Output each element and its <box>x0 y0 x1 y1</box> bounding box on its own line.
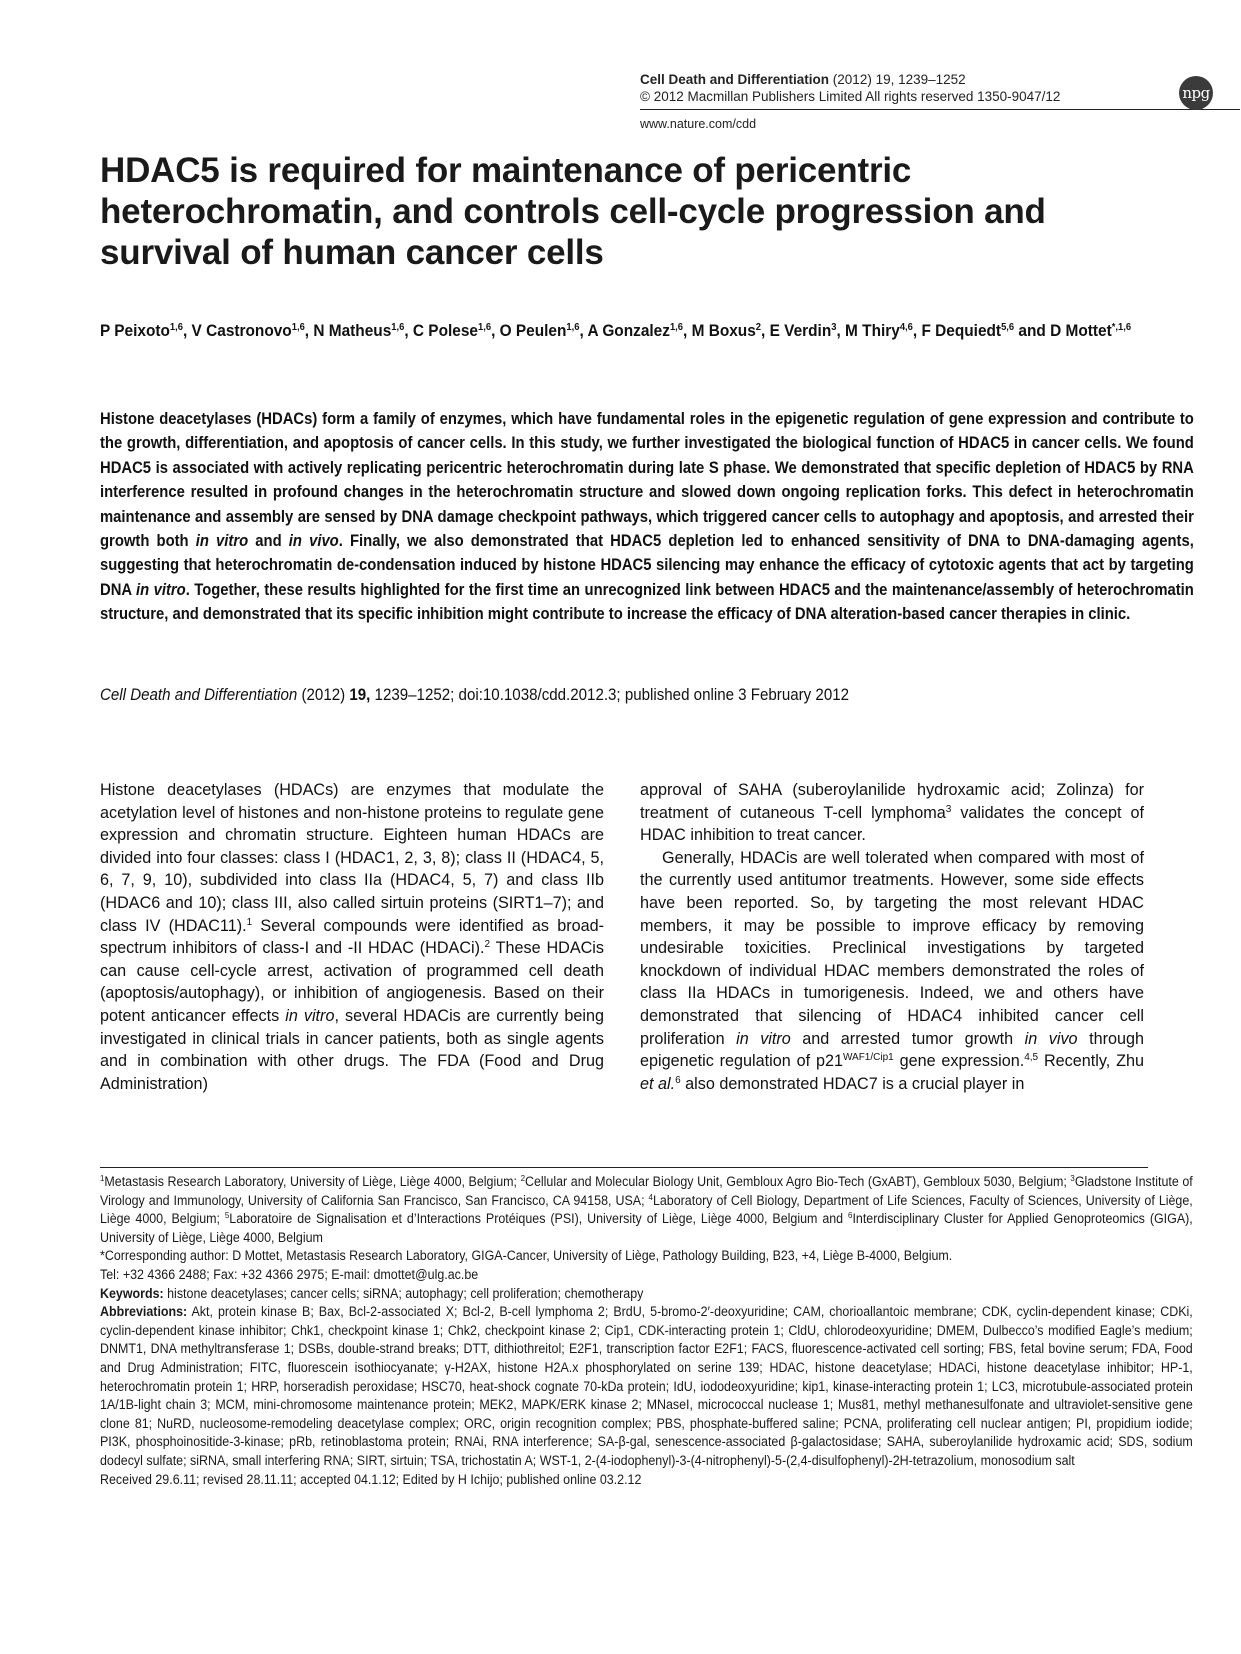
footnote-rule <box>100 1167 1148 1168</box>
paragraph: Histone deacetylases (HDACs) are enzymes that modulate the acetylation level of histones and non-histone proteins to regulate gene expression and chromatin structure. Eighteen human HDACs are divided into four classes: class I (HDAC1, 2, 3, 8); class II (HDAC4, 5, 6, 7, 9, 10), subdivided into class IIa (HDAC4, 5, 7) and class IIb (HDAC6 and 10); class III, also called sirtuin proteins (SIRT1–7); and class IV (HDAC11).$^1$ Several compounds were identified as broad-spectrum inhibitors of class-I and -II HDAC (HDACi).$^2$ These HDACis can cause cell-cycle arrest, activation of programmed cell death (apoptosis/autophagy), or inhibition of angiogenesis. Based on their potent anticancer effects in vitro, several HDACis are currently being investigated in clinical trials in cancer patients, both as single agents and in combination with other drugs. The FDA (Food and Drug Administration) <box>100 781 604 1093</box>
author-affiliation: 1,6 <box>169 322 183 333</box>
author-name: N Matheus <box>313 322 392 340</box>
author-affiliation: 1,6 <box>669 322 684 333</box>
affiliation-number: 5 <box>224 1210 230 1221</box>
author-list: P Peixoto$^{1,6}$, V Castronovo$^{1,6}$, N Matheus$^{1,6}$, C Polese$^{1,6}$, O Peulen$^{1,6}$, A Gonzalez$^{1,6}$, M Boxus$^2$, E Verdin$^3$, M Thiry$^{4,6}$, F Dequiedt$^{5,6}$ and D Mottet$^{*,1,6}$ <box>100 322 1132 340</box>
journal-volume: (2012) 19, <box>832 72 895 87</box>
author-affiliation: 1,6 <box>291 322 305 333</box>
reference-link[interactable]: 2 <box>484 939 491 951</box>
reference-link[interactable]: 4,5 <box>1024 1052 1039 1064</box>
affiliations <box>100 1173 1193 1247</box>
author-name: V Castronovo <box>191 322 292 340</box>
corresponding-author: *Corresponding author: D Mottet, Metastasis Research Laboratory, GIGA-Cancer, University of Liège, Pathology Building, B23, +4, Liège B-4000, Belgium. <box>100 1248 953 1264</box>
author-name: P Peixoto <box>100 322 170 340</box>
journal-url[interactable]: www.nature.com/cdd <box>640 117 757 131</box>
reference-link[interactable]: 6 <box>675 1074 681 1086</box>
npg-logo: npg <box>1179 76 1213 110</box>
affiliation-text: Laboratoire de Signalisation et d’Interactions Protéiques (PSI), University of Liège, Liège 4000, Belgium and <box>229 1211 849 1227</box>
affiliation-text: Interdisciplinary Cluster for Applied Genoproteomics (GIGA), University of Liège, Liège 4000, Belgium <box>100 1211 1193 1245</box>
affiliation-text: Gladstone Institute of Virology and Immunology, University of California San Francisco, San Francisco, CA 94158, USA; <box>100 1174 1193 1208</box>
footnotes <box>100 1173 1193 1489</box>
author-affiliation: 4,6 <box>899 322 913 333</box>
author-affiliation: 1,6 <box>477 322 492 333</box>
author-name: M Boxus <box>691 322 756 340</box>
author-name: E Verdin <box>769 322 832 340</box>
body-column-right <box>640 779 1144 1095</box>
author-name: D Mottet <box>1050 322 1112 340</box>
reference-link[interactable]: 3 <box>945 803 952 815</box>
abbreviations: Abbreviations: Akt, protein kinase B; Bax, Bcl-2-associated X; Bcl-2, B-cell lymphoma 2; BrdU, 5-bromo-2′-deoxyuridine; CAM, chorioallantoic membrane; CDK, cyclin-dependent kinase; CDKi, cyclin-dependent kinase inhibitor; Chk1, checkpoint kinase 1; Chk2, checkpoint kinase 2; Cip1, CDK-interacting protein 1; CldU, chlorodeoxyuridine; DMEM, Dulbecco’s modified Eagle’s medium; DNMT1, DNA methyltransferase 1; DSBs, double-strand breaks; DTT, dithiothreitol; E2F1, transcription factor E2F1; FACS, fluorescence-activated cell sorting; FBS, fetal bovine serum; FDA, Food and Drug Administration; FITC, fluorescein isothiocyanate; γ-H2AX, histone H2A.x phosphorylated on serine 139; HDAC, histone deacetylase; HDACi, histone deacetylase inhibitor; HP-1, heterochromatin protein 1; HRP, horseradish peroxidase; HSC70, heat-shock cognate 70-kDa protein; IdU, iododeoxyuridine; kip1, kinase-interacting protein 1; LC3, microtubule-associated protein 1A/1B-light chain 3; MCM, mini-chromosome maintenance protein; MEK2, MAPK/ERK kinase 2; MNaseI, micrococcal nuclease 1; Mus81, methyl methanesulfonate and ultraviolet-sensitive gene clone 81; NuRD, nucleosome-remodeling deacetylase complex; ORC, origin recognition complex; PBS, phosphate-buffered saline; PCNA, proliferating cell nuclear antigen; PI, propidium iodide; PI3K, phosphoinositide-3-kinase; pRb, retinoblastoma protein; RNAi, RNA interference; SA-β-gal, senescence-associated β-galactosidase; SAHA, suberoylanilide hydroxamic acid; SDS, sodium dodecyl sulfate; siRNA, small interfering RNA; SIRT, sirtuin; TSA, trichostatin A; WST-1, 2-(4-iodophenyl)-3-(4-nitrophenyl)-5-(2,4-disulfophenyl)-2H-tetrazolium, monosodium salt <box>100 1304 1193 1468</box>
journal-header <box>640 72 966 88</box>
paragraph: Generally, HDACis are well tolerated when compared with most of the currently used antitumor treatments. However, some side effects have been reported. So, by targeting the most relevant HDAC members, it may be possible to improve efficacy by removing undesirable toxicities. Preclinical investigations by targeted knockdown of individual HDAC members demonstrated the roles of class IIa HDACs in tumorigenesis. Indeed, we and others have demonstrated that silencing of HDAC4 inhibited cancer cell proliferation in vitro and arrested tumor growth in vivo through epigenetic regulation of $p21^{WAF1/Cip1}$ gene expression.$^{4,5}$ Recently, Zhu et al.$^6$ also demonstrated HDAC7 is a crucial player in <box>640 848 1144 1093</box>
abstract: Histone deacetylases (HDACs) form a family of enzymes, which have fundamental roles in the epigenetic regulation of gene expression and contribute to the growth, differentiation, and apoptosis of cancer cells. In this study, we further investigated the biological function of HDAC5 in cancer cells. We found HDAC5 is associated with actively replicating pericentric heterochromatin during late S phase. We demonstrated that specific depletion of HDAC5 by RNA interference resulted in profound changes in the heterochromatin structure and slowed down ongoing replication forks. This defect in heterochromatin maintenance and assembly are sensed by DNA damage checkpoint pathways, which triggered cancer cells to autophagy and apoptosis, and arrested their growth both in vitro and in vivo. Finally, we also demonstrated that HDAC5 depletion led to enhanced sensitivity of DNA to DNA-damaging agents, suggesting that heterochromatin de-condensation induced by histone HDAC5 silencing may enhance the efficacy of cytotoxic agents that act by targeting DNA in vitro. Together, these results highlighted for the first time an unrecognized link between HDAC5 and the maintenance/assembly of heterochromatin structure, and demonstrated that its specific inhibition might contribute to increase the efficacy of DNA alteration-based cancer therapies in clinic. <box>100 410 1194 624</box>
author-name: F Dequiedt <box>921 322 1002 340</box>
header-rule <box>640 109 1240 110</box>
reference-link[interactable]: 1 <box>246 916 253 928</box>
affiliation-number: 3 <box>1070 1173 1075 1183</box>
contact-line: Tel: +32 4366 2488; Fax: +32 4366 2975; E-mail: dmottet@ulg.ac.be <box>100 1266 479 1282</box>
affiliation-number: 6 <box>848 1210 853 1221</box>
body-column-left <box>100 779 604 1095</box>
author-name: C Polese <box>412 322 478 340</box>
affiliation-text: Laboratory of Cell Biology, Department of Life Sciences, Faculty of Sciences, University of Liège, Liège 4000, Belgium; <box>100 1192 1193 1227</box>
author-affiliation: *,1,6 <box>1111 322 1132 333</box>
paragraph: approval of SAHA (suberoylanilide hydroxamic acid; Zolinza) for treatment of cutaneous T-cell lymphoma$^3$ validates the concept of HDAC inhibition to treat cancer. <box>640 781 1145 845</box>
journal-pages: 1239–1252 <box>898 72 966 87</box>
journal-name: Cell Death and Differentiation <box>640 72 830 87</box>
citation-volume: 19, <box>349 685 371 704</box>
author-affiliation: 3 <box>831 322 837 333</box>
affiliation-text: Cellular and Molecular Biology Unit, Gembloux Agro Bio-Tech (GxABT), Gembloux 5030, Belgium; <box>524 1174 1071 1189</box>
author-affiliation: 1,6 <box>566 322 580 333</box>
citation-line: Cell Death and Differentiation (2012) 19, 1239–1252; doi:10.1038/cdd.2012.3; published online 3 February 2012 <box>100 685 850 704</box>
author-name: M Thiry <box>845 322 900 340</box>
citation-journal: Cell Death and Differentiation <box>100 685 298 704</box>
received-dates: Received 29.6.11; revised 28.11.11; accepted 04.1.12; Edited by H Ichijo; published online 03.2.12 <box>100 1471 642 1487</box>
author-affiliation: 2 <box>755 322 762 333</box>
author-affiliation: 5,6 <box>1001 322 1015 333</box>
affiliation-number: 1 <box>100 1173 105 1183</box>
affiliation-number: 2 <box>520 1173 525 1183</box>
article-title: HDAC5 is required for maintenance of pericentric heterochromatin, and controls cell-cycle progression and survival of human cancer cells <box>100 151 1046 272</box>
copyright-line: © 2012 Macmillan Publishers Limited All rights reserved 1350-9047/12 <box>640 89 1061 104</box>
keywords: Keywords: histone deacetylases; cancer cells; siRNA; autophagy; cell proliferation; chemotherapy <box>100 1285 644 1301</box>
affiliation-text: Metastasis Research Laboratory, University of Liège, Liège 4000, Belgium; <box>104 1174 521 1189</box>
affiliation-number: 4 <box>648 1191 653 1202</box>
author-name: A Gonzalez <box>587 322 670 340</box>
author-affiliation: 1,6 <box>391 322 405 333</box>
author-name: O Peulen <box>499 322 567 340</box>
